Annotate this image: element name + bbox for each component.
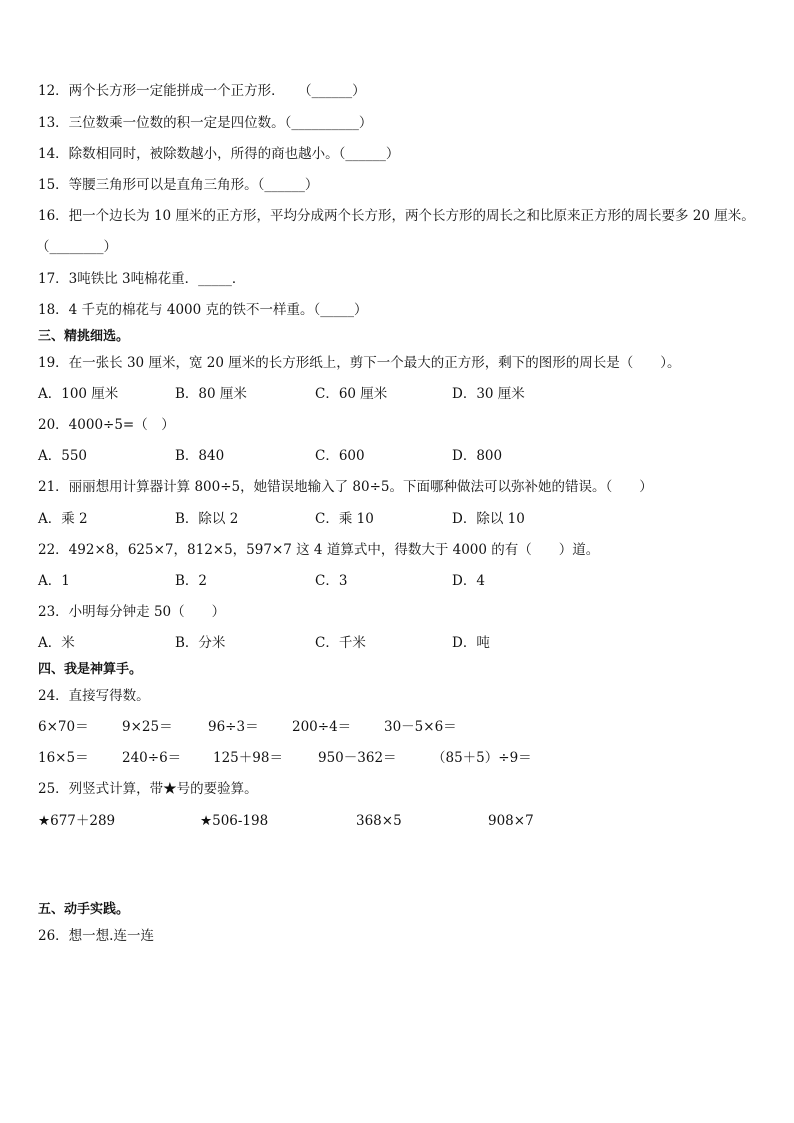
question-23-option-b: B．分米 [175, 635, 226, 651]
question-21-option-c: C．乘 10 [315, 511, 374, 527]
question-20: 20．4000÷5=（ ） [38, 417, 175, 433]
question-21-option-a: A．乘 2 [38, 511, 88, 527]
question-19-option-a: A．100 厘米 [38, 386, 119, 402]
question-21: 21．丽丽想用计算器计算 800÷5，她错误地输入了 80÷5。下面哪种做法可以弥补她的错误。（ ） [38, 479, 653, 495]
question-19-option-b: B．80 厘米 [175, 386, 247, 402]
oral-calc-item: 240÷6＝ [122, 750, 182, 766]
question-23-option-a: A．米 [38, 635, 75, 651]
question-19-option-c: C．60 厘米 [315, 386, 388, 402]
question-22-option-d: D．4 [452, 573, 485, 589]
question-24: 24．直接写得数。 [38, 688, 150, 704]
question-20-option-c: C．600 [315, 448, 365, 464]
question-15: 15．等腰三角形可以是直角三角形。（______） [38, 177, 319, 193]
question-18: 18．4 千克的棉花与 4000 克的铁不一样重。（_____） [38, 302, 368, 318]
question-12: 12．两个长方形一定能拼成一个正方形． （______） [38, 83, 366, 99]
section-3-heading: 三、精挑细选。 [38, 329, 130, 344]
question-13: 13．三位数乘一位数的积一定是四位数。（__________） [38, 115, 373, 131]
question-21-option-d: D．除以 10 [452, 511, 525, 527]
question-22-option-a: A．1 [38, 573, 70, 589]
question-19: 19．在一张长 30 厘米，宽 20 厘米的长方形纸上，剪下一个最大的正方形，剩下的图形的周长是（ ）。 [38, 355, 681, 371]
question-16-answer-blank: （________） [36, 239, 117, 255]
oral-calc-item: 6×70＝ [38, 719, 89, 735]
oral-calc-item: 16×5＝ [38, 750, 89, 766]
question-23-option-c: C．千米 [315, 635, 366, 651]
section-4-heading: 四、我是神算手。 [38, 662, 143, 677]
question-21-option-b: B．除以 2 [175, 511, 239, 527]
oral-calc-item: 30－5×6＝ [384, 719, 457, 735]
vertical-calc-item: 908×7 [488, 813, 534, 829]
question-22-option-c: C．3 [315, 573, 348, 589]
oral-calc-item: 125＋98＝ [213, 750, 283, 766]
question-16: 16．把一个边长为 10 厘米的正方形，平均分成两个长方形，两个长方形的周长之和比原来正方形的周长要多 20 厘米。 [38, 208, 755, 224]
question-23: 23．小明每分钟走 50（ ） [38, 604, 226, 620]
oral-calc-item: 950－362＝ [318, 750, 397, 766]
section-5-heading: 五、动手实践。 [38, 902, 130, 917]
question-23-option-d: D．吨 [452, 635, 490, 651]
question-22-option-b: B．2 [175, 573, 208, 589]
question-25: 25．列竖式计算，带★号的要验算。 [38, 781, 258, 797]
question-14: 14．除数相同时，被除数越小，所得的商也越小。（______） [38, 146, 400, 162]
vertical-calc-item: ★677＋289 [38, 813, 116, 829]
vertical-calc-item: 368×5 [356, 813, 402, 829]
oral-calc-item: （85＋5）÷9＝ [432, 750, 532, 766]
question-20-option-d: D．800 [452, 448, 503, 464]
question-26: 26．想一想.连一连 [38, 928, 154, 944]
question-22: 22．492×8，625×7，812×5，597×7 这 4 道算式中，得数大于 4000 的有（ ）道。 [38, 542, 600, 558]
question-17: 17．3吨铁比 3吨棉花重．_____． [38, 271, 246, 287]
question-19-option-d: D．30 厘米 [452, 386, 525, 402]
question-20-option-b: B．840 [175, 448, 225, 464]
question-20-option-a: A．550 [38, 448, 88, 464]
oral-calc-item: 9×25＝ [122, 719, 173, 735]
vertical-calc-item: ★506-198 [200, 813, 269, 829]
oral-calc-item: 200÷4＝ [292, 719, 352, 735]
oral-calc-item: 96÷3＝ [208, 719, 259, 735]
